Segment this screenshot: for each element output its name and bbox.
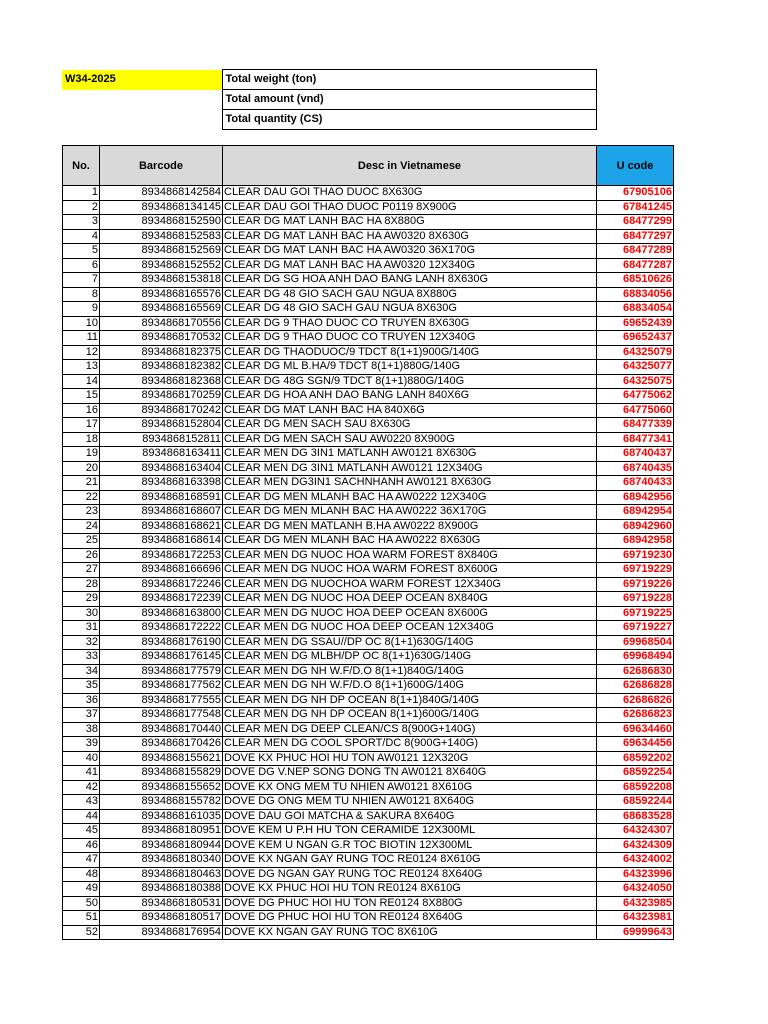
row-number-cell[interactable]: 21 bbox=[63, 476, 100, 491]
week-label[interactable]: W34-2025 bbox=[62, 70, 222, 90]
ucode-cell[interactable]: 68740437 bbox=[597, 447, 674, 462]
barcode-cell[interactable]: 8934868170440 bbox=[100, 722, 223, 737]
table-row bbox=[63, 838, 674, 853]
ucode-cell[interactable]: 68592244 bbox=[597, 795, 674, 810]
ucode-cell[interactable]: 68592254 bbox=[597, 766, 674, 781]
table-row bbox=[63, 911, 674, 926]
ucode-cell[interactable]: 62686828 bbox=[597, 679, 674, 694]
ucode-cell[interactable]: 69719226 bbox=[597, 577, 674, 592]
ucode-cell[interactable]: 69719229 bbox=[597, 563, 674, 578]
barcode-cell[interactable]: 8934868152569 bbox=[100, 244, 223, 259]
barcode-cell[interactable]: 8934868172246 bbox=[100, 577, 223, 592]
barcode-cell[interactable]: 8934868165569 bbox=[100, 302, 223, 317]
description-cell[interactable]: CLEAR DG MEN MLANH BAC HA AW0222 8X630G bbox=[223, 534, 597, 549]
col-header-desc[interactable]: Desc in Vietnamese bbox=[223, 146, 597, 186]
summary-row bbox=[62, 70, 596, 90]
table-row bbox=[63, 896, 674, 911]
row-number-cell[interactable]: 23 bbox=[63, 505, 100, 520]
description-cell[interactable]: CLEAR DG MAT LANH BAC HA 8X880G bbox=[223, 215, 597, 230]
ucode-cell[interactable]: 69652439 bbox=[597, 316, 674, 331]
table-row bbox=[63, 374, 674, 389]
ucode-cell[interactable]: 69968494 bbox=[597, 650, 674, 665]
table-row bbox=[63, 403, 674, 418]
table-row bbox=[63, 345, 674, 360]
description-cell[interactable]: CLEAR DG 9 THAO DUOC CO TRUYEN 12X340G bbox=[223, 331, 597, 346]
ucode-cell[interactable]: 68834056 bbox=[597, 287, 674, 302]
barcode-cell[interactable]: 8934868134145 bbox=[100, 200, 223, 215]
table-row bbox=[63, 476, 674, 491]
barcode-cell[interactable]: 8934868176190 bbox=[100, 635, 223, 650]
barcode-cell[interactable]: 8934868170242 bbox=[100, 403, 223, 418]
row-number-cell[interactable]: 4 bbox=[63, 229, 100, 244]
table-row bbox=[63, 780, 674, 795]
description-cell[interactable]: CLEAR MEN DG DEEP CLEAN/CS 8(900G+140G) bbox=[223, 722, 597, 737]
ucode-cell[interactable]: 69652437 bbox=[597, 331, 674, 346]
row-number-cell[interactable]: 1 bbox=[63, 186, 100, 201]
row-number-cell[interactable]: 15 bbox=[63, 389, 100, 404]
barcode-cell[interactable]: 8934868172239 bbox=[100, 592, 223, 607]
table-row bbox=[63, 925, 674, 940]
description-cell[interactable]: CLEAR DG ML B.HA/9 TDCT 8(1+1)880G/140G bbox=[223, 360, 597, 375]
ucode-cell[interactable]: 68942960 bbox=[597, 519, 674, 534]
table-row bbox=[63, 258, 674, 273]
table-row bbox=[63, 360, 674, 375]
barcode-cell[interactable]: 8934868142584 bbox=[100, 186, 223, 201]
ucode-cell[interactable]: 69719228 bbox=[597, 592, 674, 607]
col-header-no[interactable]: No. bbox=[63, 146, 100, 186]
table-row bbox=[63, 751, 674, 766]
table-row bbox=[63, 519, 674, 534]
description-cell[interactable]: CLEAR DG MEN MLANH BAC HA AW0222 12X340G bbox=[223, 490, 597, 505]
row-number-cell[interactable]: 34 bbox=[63, 664, 100, 679]
ucode-cell[interactable]: 69719230 bbox=[597, 548, 674, 563]
row-number-cell[interactable]: 30 bbox=[63, 606, 100, 621]
ucode-cell[interactable]: 68477341 bbox=[597, 432, 674, 447]
row-number-cell[interactable]: 42 bbox=[63, 780, 100, 795]
description-cell[interactable]: CLEAR DG SG HOA ANH DAO BANG LANH 8X630G bbox=[223, 273, 597, 288]
description-cell[interactable]: CLEAR MEN DG NUOCHOA WARM FOREST 12X340G bbox=[223, 577, 597, 592]
row-number-cell[interactable]: 25 bbox=[63, 534, 100, 549]
description-cell[interactable]: CLEAR MEN DG NUOC HOA WARM FOREST 8X840G bbox=[223, 548, 597, 563]
barcode-cell[interactable]: 8934868163398 bbox=[100, 476, 223, 491]
barcode-cell[interactable]: 8934868155621 bbox=[100, 751, 223, 766]
barcode-cell[interactable]: 8934868152583 bbox=[100, 229, 223, 244]
row-number-cell[interactable]: 40 bbox=[63, 751, 100, 766]
table-row bbox=[63, 693, 674, 708]
barcode-cell[interactable]: 8934868152804 bbox=[100, 418, 223, 433]
table-row bbox=[63, 548, 674, 563]
ucode-cell[interactable]: 64323996 bbox=[597, 867, 674, 882]
ucode-cell[interactable]: 64325079 bbox=[597, 345, 674, 360]
barcode-cell[interactable]: 8934868170259 bbox=[100, 389, 223, 404]
description-cell[interactable]: CLEAR DG MEN MLANH BAC HA AW0222 36X170G bbox=[223, 505, 597, 520]
barcode-cell[interactable]: 8934868168614 bbox=[100, 534, 223, 549]
row-number-cell[interactable]: 16 bbox=[63, 403, 100, 418]
table-row bbox=[63, 766, 674, 781]
ucode-cell[interactable]: 68740433 bbox=[597, 476, 674, 491]
row-number-cell[interactable]: 48 bbox=[63, 867, 100, 882]
table-row bbox=[63, 635, 674, 650]
barcode-cell[interactable]: 8934868163404 bbox=[100, 461, 223, 476]
row-number-cell[interactable]: 49 bbox=[63, 882, 100, 897]
table-row bbox=[63, 331, 674, 346]
ucode-cell[interactable]: 64324002 bbox=[597, 853, 674, 868]
barcode-cell[interactable]: 8934868172222 bbox=[100, 621, 223, 636]
description-cell[interactable]: CLEAR MEN DG NUOC HOA DEEP OCEAN 8X840G bbox=[223, 592, 597, 607]
table-row bbox=[63, 867, 674, 882]
description-cell[interactable]: CLEAR MEN DG NUOC HOA WARM FOREST 8X600G bbox=[223, 563, 597, 578]
description-cell[interactable]: CLEAR MEN DG NH DP OCEAN 8(1+1)840G/140G bbox=[223, 693, 597, 708]
description-cell[interactable]: CLEAR DAU GOI THAO DUOC P0119 8X900G bbox=[223, 200, 597, 215]
summary-row bbox=[62, 90, 596, 110]
ucode-cell[interactable]: 64324309 bbox=[597, 838, 674, 853]
ucode-cell[interactable]: 64323981 bbox=[597, 911, 674, 926]
row-number-cell[interactable]: 10 bbox=[63, 316, 100, 331]
table-row bbox=[63, 461, 674, 476]
barcode-cell[interactable]: 8934868180340 bbox=[100, 853, 223, 868]
row-number-cell[interactable]: 5 bbox=[63, 244, 100, 259]
barcode-cell[interactable]: 8934868177562 bbox=[100, 679, 223, 694]
table-row bbox=[63, 389, 674, 404]
barcode-cell[interactable]: 8934868163800 bbox=[100, 606, 223, 621]
barcode-cell[interactable]: 8934868176145 bbox=[100, 650, 223, 665]
total-weight-label[interactable]: Total weight (ton) bbox=[222, 70, 596, 90]
description-cell[interactable]: CLEAR DG MAT LANH BAC HA AW0320 12X340G bbox=[223, 258, 597, 273]
barcode-cell[interactable]: 8934868168621 bbox=[100, 519, 223, 534]
ucode-cell[interactable]: 69719227 bbox=[597, 621, 674, 636]
row-number-cell[interactable]: 22 bbox=[63, 490, 100, 505]
table-row bbox=[63, 606, 674, 621]
description-cell[interactable]: CLEAR DG 9 THAO DUOC CO TRUYEN 8X630G bbox=[223, 316, 597, 331]
barcode-cell[interactable]: 8934868155829 bbox=[100, 766, 223, 781]
row-number-cell[interactable]: 18 bbox=[63, 432, 100, 447]
barcode-cell[interactable]: 8934868182375 bbox=[100, 345, 223, 360]
table-row bbox=[63, 853, 674, 868]
row-number-cell[interactable]: 11 bbox=[63, 331, 100, 346]
row-number-cell[interactable]: 31 bbox=[63, 621, 100, 636]
col-header-ucode[interactable]: U code bbox=[597, 146, 674, 186]
barcode-cell[interactable]: 8934868168591 bbox=[100, 490, 223, 505]
row-number-cell[interactable]: 51 bbox=[63, 911, 100, 926]
description-cell[interactable]: CLEAR MEN DG3IN1 SACHNHANH AW0121 8X630G bbox=[223, 476, 597, 491]
description-cell[interactable]: CLEAR DG HOA ANH DAO BANG LANH 840X6G bbox=[223, 389, 597, 404]
ucode-cell[interactable]: 64325075 bbox=[597, 374, 674, 389]
row-number-cell[interactable]: 50 bbox=[63, 896, 100, 911]
row-number-cell[interactable]: 44 bbox=[63, 809, 100, 824]
row-number-cell[interactable]: 29 bbox=[63, 592, 100, 607]
ucode-cell[interactable]: 68477287 bbox=[597, 258, 674, 273]
table-row bbox=[63, 186, 674, 201]
ucode-cell[interactable]: 68942954 bbox=[597, 505, 674, 520]
row-number-cell[interactable]: 33 bbox=[63, 650, 100, 665]
row-number-cell[interactable]: 35 bbox=[63, 679, 100, 694]
product-table bbox=[62, 145, 674, 940]
ucode-cell[interactable]: 68477339 bbox=[597, 418, 674, 433]
table-row bbox=[63, 505, 674, 520]
description-cell[interactable]: DOVE KX NGAN GAY RUNG TOC 8X610G bbox=[223, 925, 597, 940]
ucode-cell[interactable]: 62686823 bbox=[597, 708, 674, 723]
ucode-cell[interactable]: 64325077 bbox=[597, 360, 674, 375]
row-number-cell[interactable]: 3 bbox=[63, 215, 100, 230]
description-cell[interactable]: DOVE DAU GOI MATCHA & SAKURA 8X640G bbox=[223, 809, 597, 824]
row-number-cell[interactable]: 32 bbox=[63, 635, 100, 650]
row-number-cell[interactable]: 46 bbox=[63, 838, 100, 853]
barcode-cell[interactable]: 8934868180944 bbox=[100, 838, 223, 853]
table-row bbox=[63, 577, 674, 592]
barcode-cell[interactable]: 8934868177579 bbox=[100, 664, 223, 679]
barcode-cell[interactable]: 8934868177555 bbox=[100, 693, 223, 708]
total-amount-label[interactable]: Total amount (vnd) bbox=[222, 90, 596, 110]
row-number-cell[interactable]: 12 bbox=[63, 345, 100, 360]
description-cell[interactable]: CLEAR MEN DG 3IN1 MATLANH AW0121 8X630G bbox=[223, 447, 597, 462]
ucode-cell[interactable]: 62686830 bbox=[597, 664, 674, 679]
description-cell[interactable]: CLEAR DG MEN SACH SAU 8X630G bbox=[223, 418, 597, 433]
summary-row bbox=[62, 110, 596, 130]
ucode-cell[interactable]: 69634456 bbox=[597, 737, 674, 752]
table-row bbox=[63, 592, 674, 607]
ucode-cell[interactable]: 64775062 bbox=[597, 389, 674, 404]
ucode-cell[interactable]: 68510626 bbox=[597, 273, 674, 288]
description-cell[interactable]: CLEAR MEN DG SSAU//DP OC 8(1+1)630G/140G bbox=[223, 635, 597, 650]
description-cell[interactable]: DOVE DG PHUC HOI HU TON RE0124 8X880G bbox=[223, 896, 597, 911]
row-number-cell[interactable]: 7 bbox=[63, 273, 100, 288]
ucode-cell[interactable]: 67905106 bbox=[597, 186, 674, 201]
ucode-cell[interactable]: 64775060 bbox=[597, 403, 674, 418]
description-cell[interactable]: DOVE KX ONG MEM TU NHIEN AW0121 8X610G bbox=[223, 780, 597, 795]
row-number-cell[interactable]: 2 bbox=[63, 200, 100, 215]
table-row bbox=[63, 215, 674, 230]
ucode-cell[interactable]: 67841245 bbox=[597, 200, 674, 215]
table-row bbox=[63, 244, 674, 259]
table-row bbox=[63, 722, 674, 737]
description-cell[interactable]: CLEAR MEN DG NUOC HOA DEEP OCEAN 12X340G bbox=[223, 621, 597, 636]
description-cell[interactable]: CLEAR DG 48G SGN/9 TDCT 8(1+1)880G/140G bbox=[223, 374, 597, 389]
description-cell[interactable]: CLEAR DG 48 GIO SACH GAU NGUA 8X630G bbox=[223, 302, 597, 317]
row-number-cell[interactable]: 9 bbox=[63, 302, 100, 317]
barcode-cell[interactable]: 8934868182382 bbox=[100, 360, 223, 375]
ucode-cell[interactable]: 68942958 bbox=[597, 534, 674, 549]
description-cell[interactable]: CLEAR MEN DG NH DP OCEAN 8(1+1)600G/140G bbox=[223, 708, 597, 723]
ucode-cell[interactable]: 69719225 bbox=[597, 606, 674, 621]
table-row bbox=[63, 200, 674, 215]
ucode-cell[interactable]: 68740435 bbox=[597, 461, 674, 476]
col-header-barcode[interactable]: Barcode bbox=[100, 146, 223, 186]
table-row bbox=[63, 287, 674, 302]
row-number-cell[interactable]: 14 bbox=[63, 374, 100, 389]
table-row bbox=[63, 302, 674, 317]
barcode-cell[interactable]: 8934868176954 bbox=[100, 925, 223, 940]
ucode-cell[interactable]: 68592208 bbox=[597, 780, 674, 795]
barcode-cell[interactable]: 8934868161035 bbox=[100, 809, 223, 824]
table-row bbox=[63, 490, 674, 505]
description-cell[interactable]: CLEAR DG MEN SACH SAU AW0220 8X900G bbox=[223, 432, 597, 447]
barcode-cell[interactable]: 8934868182368 bbox=[100, 374, 223, 389]
ucode-cell[interactable]: 68683528 bbox=[597, 809, 674, 824]
ucode-cell[interactable]: 62686826 bbox=[597, 693, 674, 708]
row-number-cell[interactable]: 8 bbox=[63, 287, 100, 302]
row-number-cell[interactable]: 43 bbox=[63, 795, 100, 810]
ucode-cell[interactable]: 68477289 bbox=[597, 244, 674, 259]
table-row bbox=[63, 650, 674, 665]
barcode-cell[interactable]: 8934868170556 bbox=[100, 316, 223, 331]
description-cell[interactable]: CLEAR DAU GOI THAO DUOC 8X630G bbox=[223, 186, 597, 201]
row-number-cell[interactable]: 52 bbox=[63, 925, 100, 940]
table-row bbox=[63, 418, 674, 433]
ucode-cell[interactable]: 69634460 bbox=[597, 722, 674, 737]
description-cell[interactable]: CLEAR MEN DG 3IN1 MATLANH AW0121 12X340G bbox=[223, 461, 597, 476]
description-cell[interactable]: DOVE KX PHUC HOI HU TON AW0121 12X320G bbox=[223, 751, 597, 766]
row-number-cell[interactable]: 47 bbox=[63, 853, 100, 868]
description-cell[interactable]: DOVE KX PHUC HOI HU TON RE0124 8X610G bbox=[223, 882, 597, 897]
ucode-cell[interactable]: 69999643 bbox=[597, 925, 674, 940]
barcode-cell[interactable]: 8934868152552 bbox=[100, 258, 223, 273]
description-cell[interactable]: DOVE KX NGAN GAY RUNG TOC RE0124 8X610G bbox=[223, 853, 597, 868]
description-cell[interactable]: DOVE KEM U NGAN G.R TOC BIOTIN 12X300ML bbox=[223, 838, 597, 853]
table-row bbox=[63, 447, 674, 462]
barcode-cell[interactable]: 8934868180517 bbox=[100, 911, 223, 926]
table-row bbox=[63, 621, 674, 636]
barcode-cell[interactable]: 8934868180951 bbox=[100, 824, 223, 839]
description-cell[interactable]: CLEAR DG MEN MATLANH B.HA AW0222 8X900G bbox=[223, 519, 597, 534]
row-number-cell[interactable]: 45 bbox=[63, 824, 100, 839]
barcode-cell[interactable]: 8934868155652 bbox=[100, 780, 223, 795]
total-quantity-label[interactable]: Total quantity (CS) bbox=[222, 110, 596, 130]
barcode-cell[interactable]: 8934868166696 bbox=[100, 563, 223, 578]
ucode-cell[interactable]: 68942956 bbox=[597, 490, 674, 505]
row-number-cell[interactable]: 19 bbox=[63, 447, 100, 462]
row-number-cell[interactable]: 13 bbox=[63, 360, 100, 375]
description-cell[interactable]: CLEAR DG MAT LANH BAC HA AW0320 36X170G bbox=[223, 244, 597, 259]
barcode-cell[interactable]: 8934868170426 bbox=[100, 737, 223, 752]
barcode-cell[interactable]: 8934868172253 bbox=[100, 548, 223, 563]
description-cell[interactable]: DOVE DG PHUC HOI HU TON RE0124 8X640G bbox=[223, 911, 597, 926]
row-number-cell[interactable]: 37 bbox=[63, 708, 100, 723]
empty-cell[interactable] bbox=[62, 110, 222, 130]
row-number-cell[interactable]: 26 bbox=[63, 548, 100, 563]
description-cell[interactable]: DOVE DG V.NEP SONG DONG TN AW0121 8X640G bbox=[223, 766, 597, 781]
barcode-cell[interactable]: 8934868168607 bbox=[100, 505, 223, 520]
table-row bbox=[63, 664, 674, 679]
barcode-cell[interactable]: 8934868170532 bbox=[100, 331, 223, 346]
barcode-cell[interactable]: 8934868180531 bbox=[100, 896, 223, 911]
empty-cell[interactable] bbox=[62, 90, 222, 110]
row-number-cell[interactable]: 27 bbox=[63, 563, 100, 578]
ucode-cell[interactable]: 64323985 bbox=[597, 896, 674, 911]
barcode-cell[interactable]: 8934868163411 bbox=[100, 447, 223, 462]
row-number-cell[interactable]: 17 bbox=[63, 418, 100, 433]
ucode-cell[interactable]: 69968504 bbox=[597, 635, 674, 650]
description-cell[interactable]: CLEAR DG THAODUOC/9 TDCT 8(1+1)900G/140G bbox=[223, 345, 597, 360]
description-cell[interactable]: CLEAR MEN DG NH W.F/D.O 8(1+1)840G/140G bbox=[223, 664, 597, 679]
table-row bbox=[63, 432, 674, 447]
table-row bbox=[63, 563, 674, 578]
description-cell[interactable]: DOVE DG ONG MEM TU NHIEN AW0121 8X640G bbox=[223, 795, 597, 810]
table-row bbox=[63, 737, 674, 752]
table-row bbox=[63, 809, 674, 824]
table-row bbox=[63, 679, 674, 694]
row-number-cell[interactable]: 39 bbox=[63, 737, 100, 752]
row-number-cell[interactable]: 20 bbox=[63, 461, 100, 476]
barcode-cell[interactable]: 8934868165576 bbox=[100, 287, 223, 302]
table-row bbox=[63, 273, 674, 288]
description-cell[interactable]: CLEAR MEN DG NUOC HOA DEEP OCEAN 8X600G bbox=[223, 606, 597, 621]
table-body bbox=[63, 186, 674, 940]
table-row bbox=[63, 534, 674, 549]
description-cell[interactable]: CLEAR MEN DG MLBH/DP OC 8(1+1)630G/140G bbox=[223, 650, 597, 665]
description-cell[interactable]: CLEAR MEN DG COOL SPORT/DC 8(900G+140G) bbox=[223, 737, 597, 752]
description-cell[interactable]: DOVE DG NGAN GAY RUNG TOC RE0124 8X640G bbox=[223, 867, 597, 882]
row-number-cell[interactable]: 6 bbox=[63, 258, 100, 273]
ucode-cell[interactable]: 68477299 bbox=[597, 215, 674, 230]
row-number-cell[interactable]: 36 bbox=[63, 693, 100, 708]
description-cell[interactable]: DOVE KEM U P.H HU TON CERAMIDE 12X300ML bbox=[223, 824, 597, 839]
barcode-cell[interactable]: 8934868177548 bbox=[100, 708, 223, 723]
description-cell[interactable]: CLEAR MEN DG NH W.F/D.O 8(1+1)600G/140G bbox=[223, 679, 597, 694]
table-row bbox=[63, 708, 674, 723]
barcode-cell[interactable]: 8934868180388 bbox=[100, 882, 223, 897]
barcode-cell[interactable]: 8934868180463 bbox=[100, 867, 223, 882]
table-row bbox=[63, 229, 674, 244]
barcode-cell[interactable]: 8934868155782 bbox=[100, 795, 223, 810]
row-number-cell[interactable]: 28 bbox=[63, 577, 100, 592]
ucode-cell[interactable]: 68477297 bbox=[597, 229, 674, 244]
table-row bbox=[63, 316, 674, 331]
summary-table bbox=[62, 69, 597, 130]
ucode-cell[interactable]: 68834054 bbox=[597, 302, 674, 317]
table-row bbox=[63, 882, 674, 897]
row-number-cell[interactable]: 38 bbox=[63, 722, 100, 737]
row-number-cell[interactable]: 41 bbox=[63, 766, 100, 781]
description-cell[interactable]: CLEAR DG MAT LANH BAC HA 840X6G bbox=[223, 403, 597, 418]
table-header-row bbox=[63, 146, 674, 186]
barcode-cell[interactable]: 8934868153818 bbox=[100, 273, 223, 288]
row-number-cell[interactable]: 24 bbox=[63, 519, 100, 534]
ucode-cell[interactable]: 64324307 bbox=[597, 824, 674, 839]
description-cell[interactable]: CLEAR DG MAT LANH BAC HA AW0320 8X630G bbox=[223, 229, 597, 244]
description-cell[interactable]: CLEAR DG 48 GIO SACH GAU NGUA 8X880G bbox=[223, 287, 597, 302]
barcode-cell[interactable]: 8934868152811 bbox=[100, 432, 223, 447]
table-row bbox=[63, 824, 674, 839]
table-row bbox=[63, 795, 674, 810]
barcode-cell[interactable]: 8934868152590 bbox=[100, 215, 223, 230]
ucode-cell[interactable]: 64324050 bbox=[597, 882, 674, 897]
ucode-cell[interactable]: 68592202 bbox=[597, 751, 674, 766]
